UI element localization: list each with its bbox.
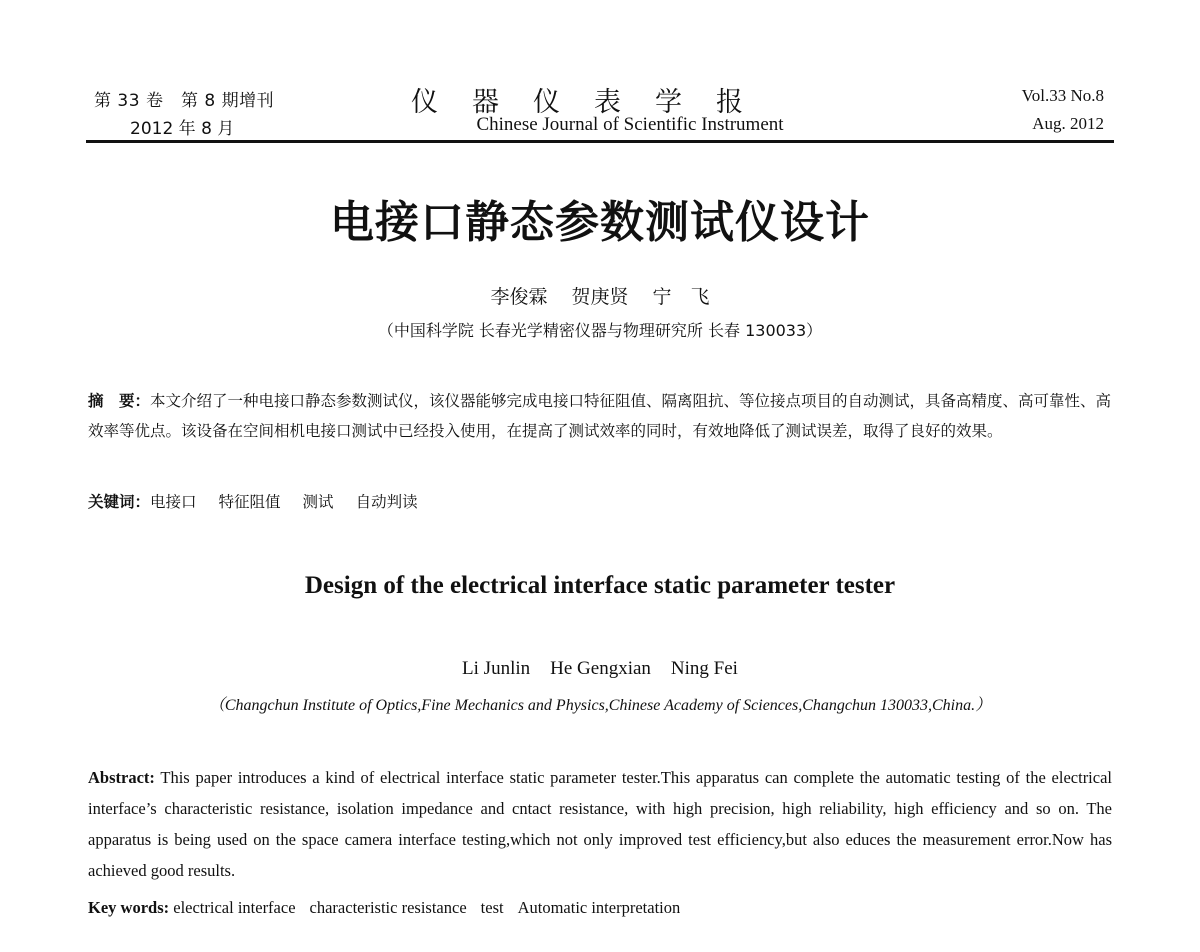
volume-issue-en: Vol.33 No.8: [1021, 86, 1104, 105]
keywords-label-cn: 关键词：: [88, 493, 151, 511]
authors-en: [0, 658, 1200, 680]
paper-title-cn: 电接口静态参数测试仪设计: [330, 197, 870, 248]
journal-title-en: Chinese Journal of Scientific Instrument: [476, 114, 784, 135]
author-cn: 宁 飞: [652, 286, 710, 308]
author-en: Ning Fei: [670, 658, 738, 679]
abstract-text-en: This paper introduces a kind of electrical interface static parameter tester.This apparatus can complete the automatic testing of the electrical interface’s characteristic resistance, isolation impedance and cntact resistance, with high precision, high reliability, high efficiency and so on. The apparatus is being used on the space camera interface testing,which not only improved test efficiency,but also educes the measurement error.Now has achieved good results.: [88, 768, 1113, 880]
keywords-label-en: Key words:: [88, 898, 170, 917]
abstract-en: [88, 762, 1112, 886]
keyword-en: test: [480, 898, 504, 917]
keyword-en: Automatic interpretation: [517, 898, 681, 917]
author-cn: 贺庚贤: [571, 286, 629, 308]
keyword-cn: 电接口: [150, 493, 197, 511]
keyword-en: characteristic resistance: [309, 898, 467, 917]
header-rule: [86, 140, 1114, 143]
keyword-cn: 特征阻值: [218, 493, 281, 511]
issue-date-cn: 2012 年 8 月: [130, 119, 235, 139]
affiliation-cn: （中国科学院 长春光学精密仪器与物理研究所 长春 130033）: [377, 321, 823, 340]
affiliation-en: （Changchun Institute of Optics,Fine Mechanics and Physics,Chinese Academy of Sciences,Changchun 130033,China.）: [208, 697, 992, 714]
keyword-cn: 自动判读: [355, 493, 418, 511]
journal-title-cn: 仪器仪表学报: [411, 87, 777, 118]
author-en: He Gengxian: [550, 658, 651, 679]
author-cn: 李俊霖: [490, 286, 548, 308]
abstract-text-cn: 本文介绍了一种电接口静态参数测试仪，该仪器能够完成电接口特征阻值、隔离阻抗、等位接点项目的自动测试，具备高精度、高可靠性、高效率等优点。该设备在空间相机电接口测试中已经投入使用，在提高了测试效率的同时，有效地降低了测试误差，取得了良好的效果。: [88, 392, 1112, 440]
abstract-label-en: Abstract:: [88, 768, 155, 787]
issue-date-en: Aug. 2012: [1032, 114, 1104, 133]
keywords-cn: [88, 490, 440, 512]
abstract-cn: [88, 386, 1114, 446]
author-en: Li Junlin: [462, 658, 531, 679]
keywords-en: [88, 898, 694, 918]
volume-issue: 第 33 卷 第 8 期增刊: [94, 91, 275, 111]
authors-cn: [0, 282, 1200, 309]
keyword-en: electrical interface: [173, 898, 296, 917]
paper-title-en: Design of the electrical interface static parameter tester: [304, 572, 896, 599]
keyword-cn: 测试: [302, 493, 334, 511]
abstract-label-cn: 摘 要：: [88, 392, 151, 410]
